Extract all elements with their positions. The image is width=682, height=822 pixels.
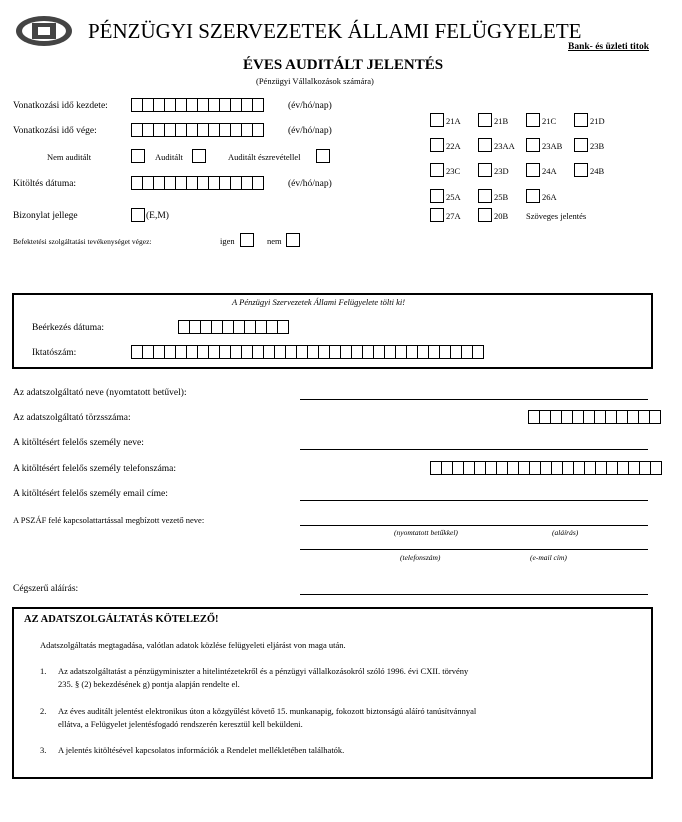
notice-item-text: ellátva, a Felügyelet jelentésfogadó rendszerén keresztül kell beküldeni.	[58, 719, 303, 729]
provider-name-label: Az adatszolgáltató neve (nyomtatott betűvel):	[13, 388, 187, 398]
code-label: 25B	[494, 192, 509, 202]
pszaf-logo	[14, 14, 74, 48]
code-label: 21A	[446, 116, 461, 126]
fill-date-hint: (év/hó/nap)	[288, 179, 332, 189]
period-start-boxes[interactable]	[131, 98, 263, 112]
doc-type-checkbox[interactable]	[131, 208, 145, 222]
code-checkbox[interactable]	[526, 189, 540, 203]
code-checkbox[interactable]	[430, 138, 444, 152]
office-box-title: A Pénzügyi Szervezetek Állami Felügyelete tölti ki!	[232, 297, 406, 307]
code-checkbox[interactable]	[526, 113, 540, 127]
file-number-label: Iktatószám:	[32, 348, 77, 358]
phone-caption: (telefonszám)	[400, 553, 441, 562]
report-title: ÉVES AUDITÁLT JELENTÉS	[243, 57, 444, 73]
code-checkbox[interactable]	[430, 208, 444, 222]
code-checkbox[interactable]	[430, 189, 444, 203]
file-number-boxes[interactable]	[131, 345, 483, 359]
notice-item-text: A jelentés kitöltésével kapcsolatos információk a Rendelet mellékletében találhatók.	[58, 745, 345, 755]
notice-title: AZ ADATSZOLGÁLTATÁS KÖTELEZŐ!	[24, 614, 219, 625]
company-signature-line[interactable]	[300, 594, 648, 595]
code-label: 20B	[494, 211, 509, 221]
code-checkbox[interactable]	[574, 113, 588, 127]
code-label: 23D	[494, 166, 509, 176]
code-checkbox[interactable]	[574, 163, 588, 177]
code-checkbox[interactable]	[526, 163, 540, 177]
code-checkbox[interactable]	[478, 163, 492, 177]
code-label: 27A	[446, 211, 461, 221]
person-name-label: A kitöltésért felelős személy neve:	[13, 438, 144, 448]
doc-type-label: Bizonylat jellege	[13, 211, 78, 221]
not-audited-label: Nem auditált	[47, 152, 92, 162]
org-title: PÉNZÜGYI SZERVEZETEK ÁLLAMI FELÜGYELETE	[88, 19, 582, 43]
not-audited-checkbox[interactable]	[131, 149, 145, 163]
reg-number-boxes[interactable]	[528, 410, 660, 424]
code-label: 23AB	[542, 141, 563, 151]
code-checkbox[interactable]	[478, 138, 492, 152]
period-start-hint: (év/hó/nap)	[288, 101, 332, 111]
notice-item-number: 3.	[40, 745, 47, 755]
company-signature-label: Cégszerű aláírás:	[13, 584, 79, 594]
email-caption: (e-mail cím)	[530, 553, 567, 562]
provider-name-line[interactable]	[300, 399, 648, 400]
code-label: 21C	[542, 116, 557, 126]
arrival-date-boxes[interactable]	[178, 320, 288, 334]
notice-item-number: 2.	[40, 706, 47, 716]
report-subtitle: (Pénzügyi Vállalkozások számára)	[256, 76, 374, 86]
period-end-label: Vonatkozási idő vége:	[13, 126, 97, 136]
code-label: 21D	[590, 116, 605, 126]
audited-checkbox[interactable]	[192, 149, 206, 163]
leader-label: A PSZÁF felé kapcsolattartással megbízott vezető neve:	[13, 515, 205, 525]
code-label: 26A	[542, 192, 557, 202]
no-checkbox[interactable]	[286, 233, 300, 247]
person-phone-boxes[interactable]	[430, 461, 661, 475]
fill-date-boxes[interactable]	[131, 176, 263, 190]
printed-letters-caption: (nyomtatott betűkkel)	[394, 528, 458, 537]
audited-label: Auditált	[155, 152, 183, 162]
code-label: 24A	[542, 166, 557, 176]
arrival-date-label: Beérkezés dátuma:	[32, 323, 105, 333]
fill-date-label: Kitöltés dátuma:	[13, 179, 77, 189]
code-label: 21B	[494, 116, 509, 126]
doc-type-hint: (E,M)	[146, 211, 169, 221]
code-checkbox[interactable]	[430, 163, 444, 177]
code-checkbox[interactable]	[478, 113, 492, 127]
audited-remark-checkbox[interactable]	[316, 149, 330, 163]
text-report-label: Szöveges jelentés	[526, 211, 587, 221]
yes-checkbox[interactable]	[240, 233, 254, 247]
code-checkbox[interactable]	[430, 113, 444, 127]
code-checkbox[interactable]	[478, 189, 492, 203]
code-checkbox[interactable]	[574, 138, 588, 152]
no-label: nem	[267, 236, 282, 246]
period-end-hint: (év/hó/nap)	[288, 126, 332, 136]
audited-remark-label: Auditált észrevétellel	[228, 152, 301, 162]
secrecy-label: Bank- és üzleti titok	[568, 42, 650, 52]
code-label: 23B	[590, 141, 605, 151]
code-label: 23C	[446, 166, 461, 176]
code-label: 22A	[446, 141, 461, 151]
code-checkbox[interactable]	[478, 208, 492, 222]
person-email-line[interactable]	[300, 500, 648, 501]
code-label: 24B	[590, 166, 605, 176]
notice-item-text: Az adatszolgáltatást a pénzügyminiszter a hitelintézetekről és a pénzügyi vállalkozásokról szóló 1996. évi CXII. törvény	[58, 666, 469, 676]
invest-service-label: Befektetési szolgáltatási tevékenységet végez:	[13, 237, 152, 246]
notice-item-text: Az éves auditált jelentést elektronikus úton a közgyűlést követő 15. munkanapig, fokozott biztonságú aláíró tanúsítvánnyal	[58, 706, 477, 716]
code-label: 25A	[446, 192, 461, 202]
yes-label: igen	[220, 236, 235, 246]
person-phone-label: A kitöltésért felelős személy telefonszáma:	[13, 464, 177, 474]
person-name-line[interactable]	[300, 449, 648, 450]
code-label: 23AA	[494, 141, 515, 151]
notice-intro: Adatszolgáltatás megtagadása, valótlan adatok közlése felügyeleti eljárást von maga után.	[40, 640, 346, 650]
notice-item-number: 1.	[40, 666, 47, 676]
period-start-label: Vonatkozási idő kezdete:	[13, 101, 108, 111]
reg-number-label: Az adatszolgáltató törzsszáma:	[13, 413, 131, 423]
period-end-boxes[interactable]	[131, 123, 263, 137]
person-email-label: A kitöltésért felelős személy email címe:	[13, 489, 168, 499]
notice-item-text: 235. § (2) bekezdésének g) pontja alapján rendelte el.	[58, 679, 240, 689]
code-checkbox[interactable]	[526, 138, 540, 152]
leader-name-line[interactable]	[300, 525, 648, 526]
leader-contact-line[interactable]	[300, 549, 648, 550]
signature-caption: (aláírás)	[552, 528, 579, 537]
